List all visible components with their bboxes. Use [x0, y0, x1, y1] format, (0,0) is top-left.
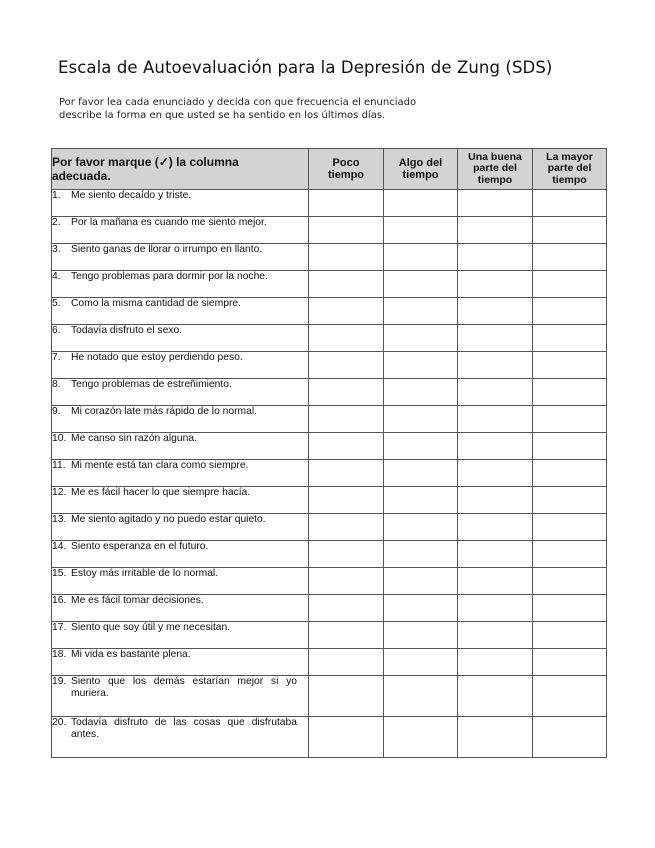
answer-cell-poco-tiempo[interactable]: [309, 487, 384, 514]
table-row: [52, 352, 607, 379]
answer-cell-algo-del-tiempo[interactable]: [384, 433, 458, 460]
answer-cell-buena-parte[interactable]: [458, 271, 533, 298]
statement-number: 12.: [52, 487, 67, 498]
table-row: [52, 622, 607, 649]
statement-text: Me es fácil tomar decisiones.: [71, 595, 204, 606]
statement-cell: [52, 217, 309, 244]
answer-cell-mayor-parte[interactable]: [533, 717, 607, 758]
statement-text: Mi mente está tan clara como siempre.: [71, 460, 249, 471]
answer-cell-buena-parte[interactable]: [458, 487, 533, 514]
statement-text: Todavía disfruto de las cosas que disfrutaba antes.: [71, 717, 297, 740]
answer-cell-poco-tiempo[interactable]: [309, 406, 384, 433]
table-row: [52, 271, 607, 298]
answer-cell-buena-parte[interactable]: [458, 298, 533, 325]
statement-cell: [52, 244, 309, 271]
answer-cell-algo-del-tiempo[interactable]: [384, 352, 458, 379]
header-option-line: tiempo: [477, 173, 513, 186]
statement-cell: [52, 487, 309, 514]
statement-cell: [52, 298, 309, 325]
answer-cell-algo-del-tiempo[interactable]: [384, 541, 458, 568]
answer-cell-mayor-parte[interactable]: [533, 433, 607, 460]
answer-cell-poco-tiempo[interactable]: [309, 217, 384, 244]
answer-cell-poco-tiempo[interactable]: [309, 717, 384, 758]
answer-cell-algo-del-tiempo[interactable]: [384, 649, 458, 676]
statement-text: Me es fácil hacer lo que siempre hacía.: [71, 487, 251, 498]
page-title: Escala de Autoevaluación para la Depresión de Zung (SDS): [58, 58, 553, 77]
answer-cell-poco-tiempo[interactable]: [309, 568, 384, 595]
instructions: [59, 96, 459, 122]
statement-cell: [52, 460, 309, 487]
statement-number: 5.: [52, 298, 61, 309]
statement-text: Me siento decaído y triste.: [71, 190, 192, 201]
table-row: [52, 595, 607, 622]
table-row: [52, 649, 607, 676]
answer-cell-buena-parte[interactable]: [458, 541, 533, 568]
statement-number: 4.: [52, 271, 61, 282]
table-row: [52, 379, 607, 406]
table-row: [52, 244, 607, 271]
answer-cell-mayor-parte[interactable]: [533, 622, 607, 649]
table-row: [52, 325, 607, 352]
sds-table: [51, 148, 607, 758]
statement-text: Siento ganas de llorar o irrumpo en llanto.: [71, 244, 263, 255]
answer-cell-buena-parte[interactable]: [458, 676, 533, 717]
answer-cell-mayor-parte[interactable]: [533, 649, 607, 676]
answer-cell-mayor-parte[interactable]: [533, 217, 607, 244]
statement-cell: [52, 717, 309, 758]
answer-cell-mayor-parte[interactable]: [533, 244, 607, 271]
statement-number: 9.: [52, 406, 61, 417]
statement-number: 14.: [52, 541, 67, 552]
statement-cell: [52, 649, 309, 676]
answer-cell-algo-del-tiempo[interactable]: [384, 244, 458, 271]
statement-text: Todavía disfruto el sexo.: [71, 325, 183, 336]
answer-cell-mayor-parte[interactable]: [533, 487, 607, 514]
answer-cell-poco-tiempo[interactable]: [309, 622, 384, 649]
statement-number: 2.: [52, 217, 61, 228]
statement-number: 11.: [52, 460, 66, 471]
answer-cell-algo-del-tiempo[interactable]: [384, 622, 458, 649]
table-row: [52, 487, 607, 514]
answer-cell-mayor-parte[interactable]: [533, 514, 607, 541]
header-option-line: Poco: [332, 157, 360, 169]
statement-text: Siento que soy útil y me necesitan.: [71, 622, 231, 633]
answer-cell-mayor-parte[interactable]: [533, 379, 607, 406]
table-row: [52, 433, 607, 460]
statement-cell: [52, 190, 309, 217]
table-row: [52, 514, 607, 541]
answer-cell-mayor-parte[interactable]: [533, 352, 607, 379]
statement-number: 7.: [52, 352, 61, 363]
answer-cell-mayor-parte[interactable]: [533, 325, 607, 352]
statement-text: Me canso sin razón alguna.: [71, 433, 197, 444]
answer-cell-buena-parte[interactable]: [458, 217, 533, 244]
statement-number: 6.: [52, 325, 61, 336]
answer-cell-buena-parte[interactable]: [458, 649, 533, 676]
header-statement: [52, 149, 309, 190]
answer-cell-poco-tiempo[interactable]: [309, 352, 384, 379]
answer-cell-buena-parte[interactable]: [458, 352, 533, 379]
statement-cell: [52, 406, 309, 433]
instructions-line: Por favor lea cada enunciado y decida con que frecuencia el enunciado: [59, 97, 417, 108]
instructions-line: describe la forma en que usted se ha sentido en los últimos días.: [59, 110, 386, 121]
header-statement-line: adecuada.: [52, 169, 111, 183]
answer-cell-poco-tiempo[interactable]: [309, 190, 384, 217]
statement-cell: [52, 514, 309, 541]
statement-cell: [52, 595, 309, 622]
answer-cell-poco-tiempo[interactable]: [309, 244, 384, 271]
answer-cell-algo-del-tiempo[interactable]: [384, 514, 458, 541]
statement-cell: [52, 325, 309, 352]
header-statement-line: Por favor marque (✓) la columna: [52, 155, 239, 169]
header-option-line: Una buena: [468, 150, 522, 163]
statement-cell: [52, 676, 309, 717]
answer-cell-algo-del-tiempo[interactable]: [384, 487, 458, 514]
answer-cell-algo-del-tiempo[interactable]: [384, 717, 458, 758]
statement-number: 18.: [52, 649, 67, 660]
statement-cell: [52, 352, 309, 379]
statement-number: 16.: [52, 595, 67, 606]
table-row: [52, 460, 607, 487]
statement-cell: [52, 379, 309, 406]
table-row: [52, 217, 607, 244]
statement-text: Por la mañana es cuando me siento mejor.: [71, 217, 267, 228]
answer-cell-mayor-parte[interactable]: [533, 541, 607, 568]
answer-cell-buena-parte[interactable]: [458, 460, 533, 487]
answer-cell-algo-del-tiempo[interactable]: [384, 460, 458, 487]
table-body: [52, 190, 607, 758]
header-option-algo-del-tiempo: [384, 149, 458, 190]
answer-cell-poco-tiempo[interactable]: [309, 298, 384, 325]
table-row: [52, 717, 607, 758]
answer-cell-algo-del-tiempo[interactable]: [384, 271, 458, 298]
answer-cell-poco-tiempo[interactable]: [309, 514, 384, 541]
answer-cell-algo-del-tiempo[interactable]: [384, 676, 458, 717]
answer-cell-poco-tiempo[interactable]: [309, 271, 384, 298]
statement-number: 1.: [52, 190, 61, 201]
statement-text: Estoy más irritable de lo normal.: [71, 568, 219, 579]
statement-cell: [52, 622, 309, 649]
answer-cell-buena-parte[interactable]: [458, 595, 533, 622]
statement-number: 8.: [52, 379, 61, 390]
answer-cell-poco-tiempo[interactable]: [309, 379, 384, 406]
table-header-row: [52, 149, 607, 190]
table-row: [52, 190, 607, 217]
table-row: [52, 298, 607, 325]
answer-cell-algo-del-tiempo[interactable]: [384, 217, 458, 244]
statement-number: 3.: [52, 244, 61, 255]
statement-number: 10.: [52, 433, 67, 444]
statement-cell: [52, 541, 309, 568]
answer-cell-mayor-parte[interactable]: [533, 298, 607, 325]
statement-text: Tengo problemas de estreñimiento.: [71, 379, 232, 390]
header-option-line: tiempo: [552, 173, 587, 186]
answer-cell-mayor-parte[interactable]: [533, 568, 607, 595]
statement-text: Siento que los demás estarían mejor si yo muriera.: [71, 676, 297, 699]
statement-number: 19.: [52, 676, 67, 687]
answer-cell-buena-parte[interactable]: [458, 622, 533, 649]
header-option-mayor-parte: [533, 149, 607, 190]
answer-cell-algo-del-tiempo[interactable]: [384, 190, 458, 217]
table-row: [52, 406, 607, 433]
answer-cell-algo-del-tiempo[interactable]: [384, 406, 458, 433]
answer-cell-poco-tiempo[interactable]: [309, 541, 384, 568]
statement-number: 17.: [52, 622, 67, 633]
table-row: [52, 676, 607, 717]
statement-number: 15.: [52, 568, 67, 579]
answer-cell-algo-del-tiempo[interactable]: [384, 325, 458, 352]
answer-cell-poco-tiempo[interactable]: [309, 595, 384, 622]
answer-cell-mayor-parte[interactable]: [533, 595, 607, 622]
answer-cell-algo-del-tiempo[interactable]: [384, 568, 458, 595]
answer-cell-mayor-parte[interactable]: [533, 406, 607, 433]
answer-cell-mayor-parte[interactable]: [533, 190, 607, 217]
statement-cell: [52, 271, 309, 298]
table-row: [52, 568, 607, 595]
table-row: [52, 541, 607, 568]
answer-cell-buena-parte[interactable]: [458, 190, 533, 217]
answer-cell-buena-parte[interactable]: [458, 379, 533, 406]
statement-text: Como la misma cantidad de siempre.: [71, 298, 241, 309]
header-option-line: tiempo: [402, 169, 439, 181]
statement-text: He notado que estoy perdiendo peso.: [71, 352, 243, 363]
header-option-line: tiempo: [327, 169, 365, 181]
answer-cell-mayor-parte[interactable]: [533, 271, 607, 298]
statement-text: Tengo problemas para dormir por la noche.: [71, 271, 268, 282]
answer-cell-buena-parte[interactable]: [458, 514, 533, 541]
answer-cell-poco-tiempo[interactable]: [309, 433, 384, 460]
answer-cell-buena-parte[interactable]: [458, 433, 533, 460]
header-option-line: La mayor: [546, 150, 593, 163]
header-option-line: Algo del: [398, 157, 443, 169]
answer-cell-algo-del-tiempo[interactable]: [384, 595, 458, 622]
answer-cell-buena-parte[interactable]: [458, 244, 533, 271]
answer-cell-poco-tiempo[interactable]: [309, 460, 384, 487]
header-option-line: parte del: [473, 162, 517, 175]
answer-cell-buena-parte[interactable]: [458, 568, 533, 595]
statement-text: Mi corazón late más rápido de lo normal.: [71, 406, 258, 417]
header-option-line: parte del: [547, 162, 592, 175]
statement-cell: [52, 433, 309, 460]
statement-text: Mi vida es bastante plena.: [71, 649, 191, 660]
answer-cell-poco-tiempo[interactable]: [309, 676, 384, 717]
statement-cell: [52, 568, 309, 595]
header-option-buena-parte: [458, 149, 533, 190]
statement-number: 20.: [52, 717, 67, 728]
header-option-poco-tiempo: [309, 149, 384, 190]
answer-cell-buena-parte[interactable]: [458, 325, 533, 352]
statement-text: Siento esperanza en el futuro.: [71, 541, 209, 552]
answer-cell-mayor-parte[interactable]: [533, 676, 607, 717]
answer-cell-mayor-parte[interactable]: [533, 460, 607, 487]
answer-cell-buena-parte[interactable]: [458, 717, 533, 758]
answer-cell-buena-parte[interactable]: [458, 406, 533, 433]
answer-cell-poco-tiempo[interactable]: [309, 325, 384, 352]
answer-cell-poco-tiempo[interactable]: [309, 649, 384, 676]
statement-text: Me siento agitado y no puedo estar quieto.: [71, 514, 266, 525]
statement-number: 13.: [52, 514, 67, 525]
answer-cell-algo-del-tiempo[interactable]: [384, 298, 458, 325]
answer-cell-algo-del-tiempo[interactable]: [384, 379, 458, 406]
